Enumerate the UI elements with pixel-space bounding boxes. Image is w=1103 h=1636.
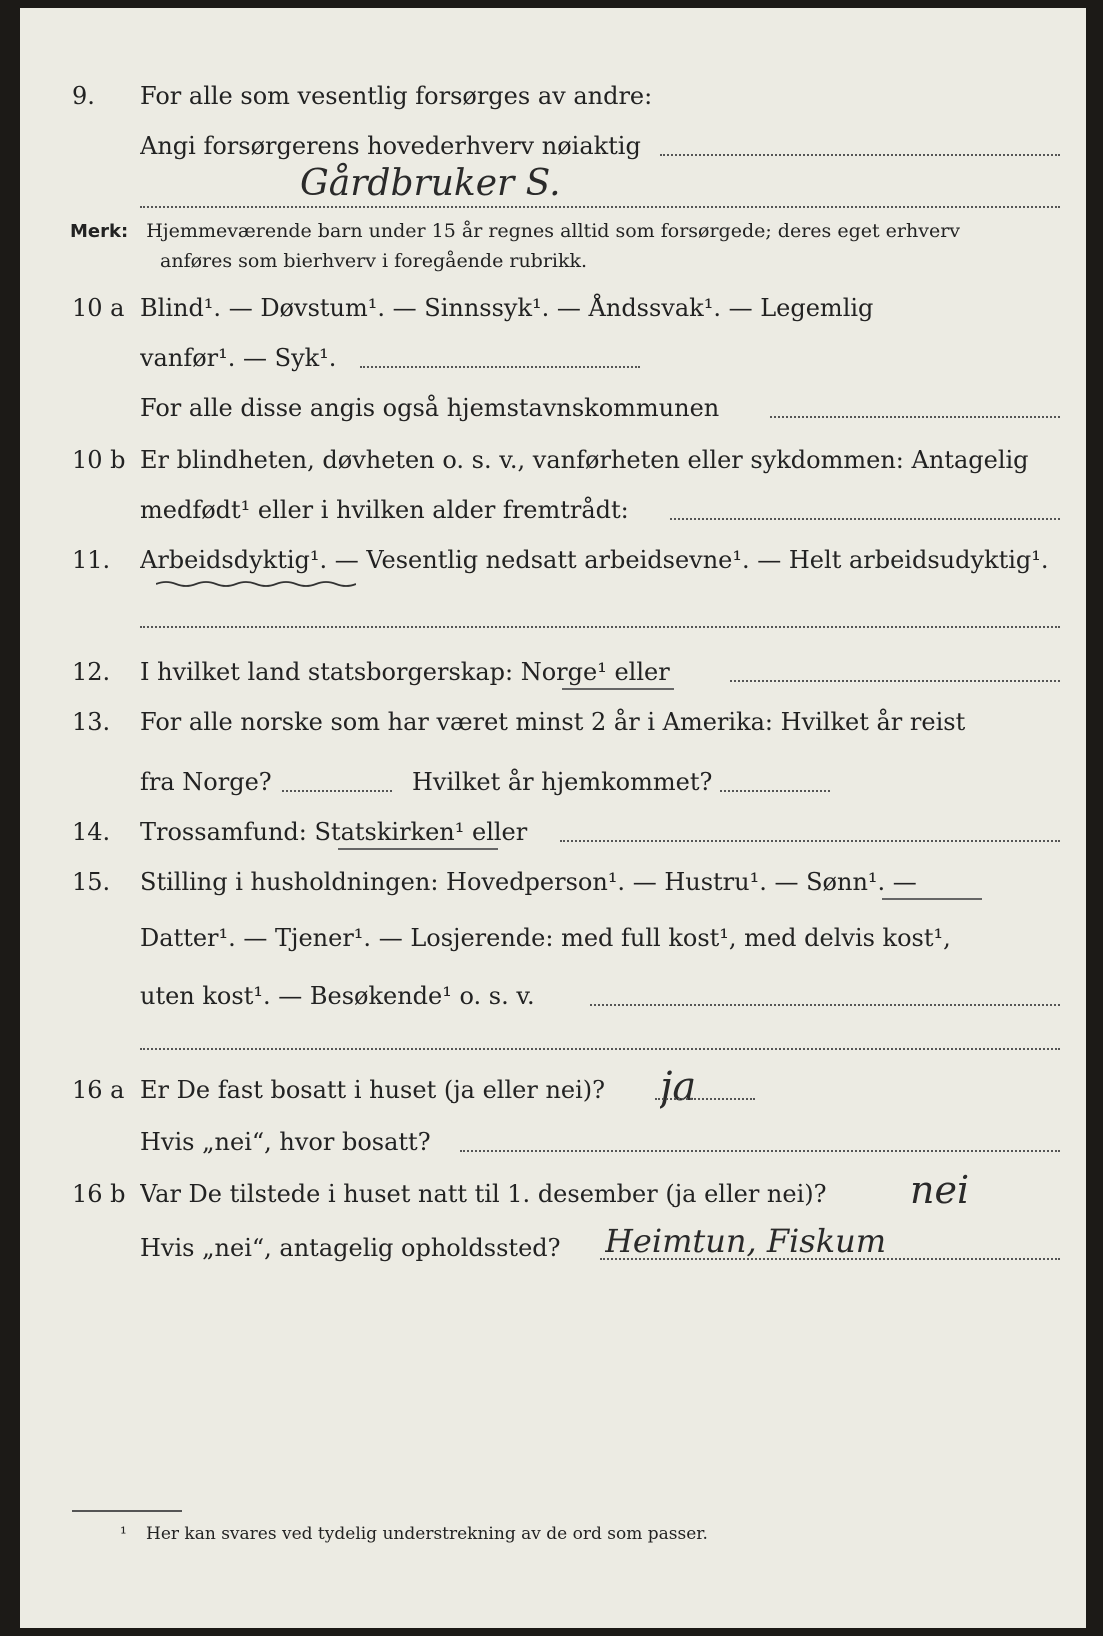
q13-text-line2a: fra Norge? <box>140 768 272 796</box>
q9-answer-dotted-line <box>140 206 1060 208</box>
q10a-number: 10 a <box>72 294 125 322</box>
q13-hjemkommet-dotted-line <box>720 790 830 792</box>
q12-norge-underline <box>562 688 674 690</box>
merk-text-line2: anføres som bierhverv i foregående rubrikk. <box>160 250 588 272</box>
q11-text-line1: Arbeidsdyktig¹. — Vesentlig nedsatt arbeidsevne¹. — Helt arbeidsudyktig¹. <box>140 546 1049 574</box>
merk-text-line1: Hjemmeværende barn under 15 år regnes alltid som forsørgede; deres eget erhverv <box>146 220 961 242</box>
q14-dotted-line <box>560 840 1060 842</box>
q13-text-line1: For alle norske som har været minst 2 år i Amerika: Hvilket år reist <box>140 708 966 736</box>
q11-handwritten-underline <box>156 580 356 588</box>
q14-text-line1: Trossamfund: Statskirken¹ eller <box>140 818 528 846</box>
q15-text-line2: Datter¹. — Tjener¹. — Losjerende: med full kost¹, med delvis kost¹, <box>140 924 951 952</box>
q10a-text-line1: Blind¹. — Døvstum¹. — Sinnssyk¹. — Åndssvak¹. — Legemlig <box>140 294 874 322</box>
q15-dotted-line <box>590 1004 1060 1006</box>
q9-text-line1: For alle som vesentlig forsørges av andre: <box>140 82 653 110</box>
q14-number: 14. <box>72 818 111 846</box>
q16b-handwritten-answer1[interactable]: nei <box>910 1168 970 1212</box>
q10a-text-line3: For alle disse angis også hjemstavnskommunen <box>140 394 720 422</box>
q15-text-line1: Stilling i husholdningen: Hovedperson¹. — Hustru¹. — Sønn¹. — <box>140 868 917 896</box>
q16a-handwritten-answer[interactable]: ja <box>660 1064 697 1110</box>
q9-number: 9. <box>72 82 95 110</box>
q13-reist-dotted-line <box>282 790 392 792</box>
census-form-page <box>20 8 1086 1628</box>
q10a-hjemstavn-dotted-line <box>770 416 1060 418</box>
q12-text-line1: I hvilket land statsborgerskap: Norge¹ eller <box>140 658 670 686</box>
q16b-dotted-line <box>600 1258 1060 1260</box>
footnote-text: Her kan svares ved tydelig understrekning av de ord som passer. <box>146 1524 708 1544</box>
q16a-number: 16 a <box>72 1076 125 1104</box>
q12-number: 12. <box>72 658 111 686</box>
q10b-text-line2: medfødt¹ eller i hvilken alder fremtrådt: <box>140 496 629 524</box>
q16b-text-line1: Var De tilstede i huset natt til 1. desember (ja eller nei)? <box>140 1180 827 1208</box>
q12-dotted-line <box>730 680 1060 682</box>
q10b-number: 10 b <box>72 446 126 474</box>
q9-dotted-line <box>660 154 1060 156</box>
q10a-syk-dotted-line <box>360 366 640 368</box>
footnote-rule <box>72 1510 182 1512</box>
q9-text-line2: Angi forsørgerens hovederhverv nøiaktig <box>140 132 641 160</box>
q15-extra-dotted-line <box>140 1048 1060 1050</box>
q15-sonn-underline <box>882 898 982 900</box>
q16b-text-line2: Hvis „nei“, antagelig opholdssted? <box>140 1234 561 1262</box>
q13-number: 13. <box>72 708 111 736</box>
merk-note-line1 <box>70 216 1060 246</box>
q15-number: 15. <box>72 868 111 896</box>
q15-text-line3: uten kost¹. — Besøkende¹ o. s. v. <box>140 982 535 1010</box>
footnote-mark: ¹ <box>120 1524 127 1544</box>
q10b-text-line1: Er blindheten, døvheten o. s. v., vanførheten eller sykdommen: Antagelig <box>140 446 1029 474</box>
q16b-number: 16 b <box>72 1180 126 1208</box>
merk-label: Merk: <box>70 221 129 242</box>
q14-statskirken-underline <box>338 848 498 850</box>
q16a-text-line2: Hvis „nei“, hvor bosatt? <box>140 1128 431 1156</box>
q9-handwritten-answer[interactable]: Gårdbruker S. <box>300 163 561 204</box>
q11-number: 11. <box>72 546 111 574</box>
q10b-dotted-line <box>670 518 1060 520</box>
q16b-handwritten-answer2[interactable]: Heimtun, Fiskum <box>605 1222 887 1260</box>
q10a-text-line2: vanfør¹. — Syk¹. <box>140 344 337 372</box>
q13-text-line2b: Hvilket år hjemkommet? <box>412 768 713 796</box>
q11-dotted-line <box>140 626 1060 628</box>
q16a-dotted-line1 <box>655 1098 755 1100</box>
q16a-dotted-line2 <box>460 1150 1060 1152</box>
q16a-text-line1: Er De fast bosatt i huset (ja eller nei)? <box>140 1076 606 1104</box>
